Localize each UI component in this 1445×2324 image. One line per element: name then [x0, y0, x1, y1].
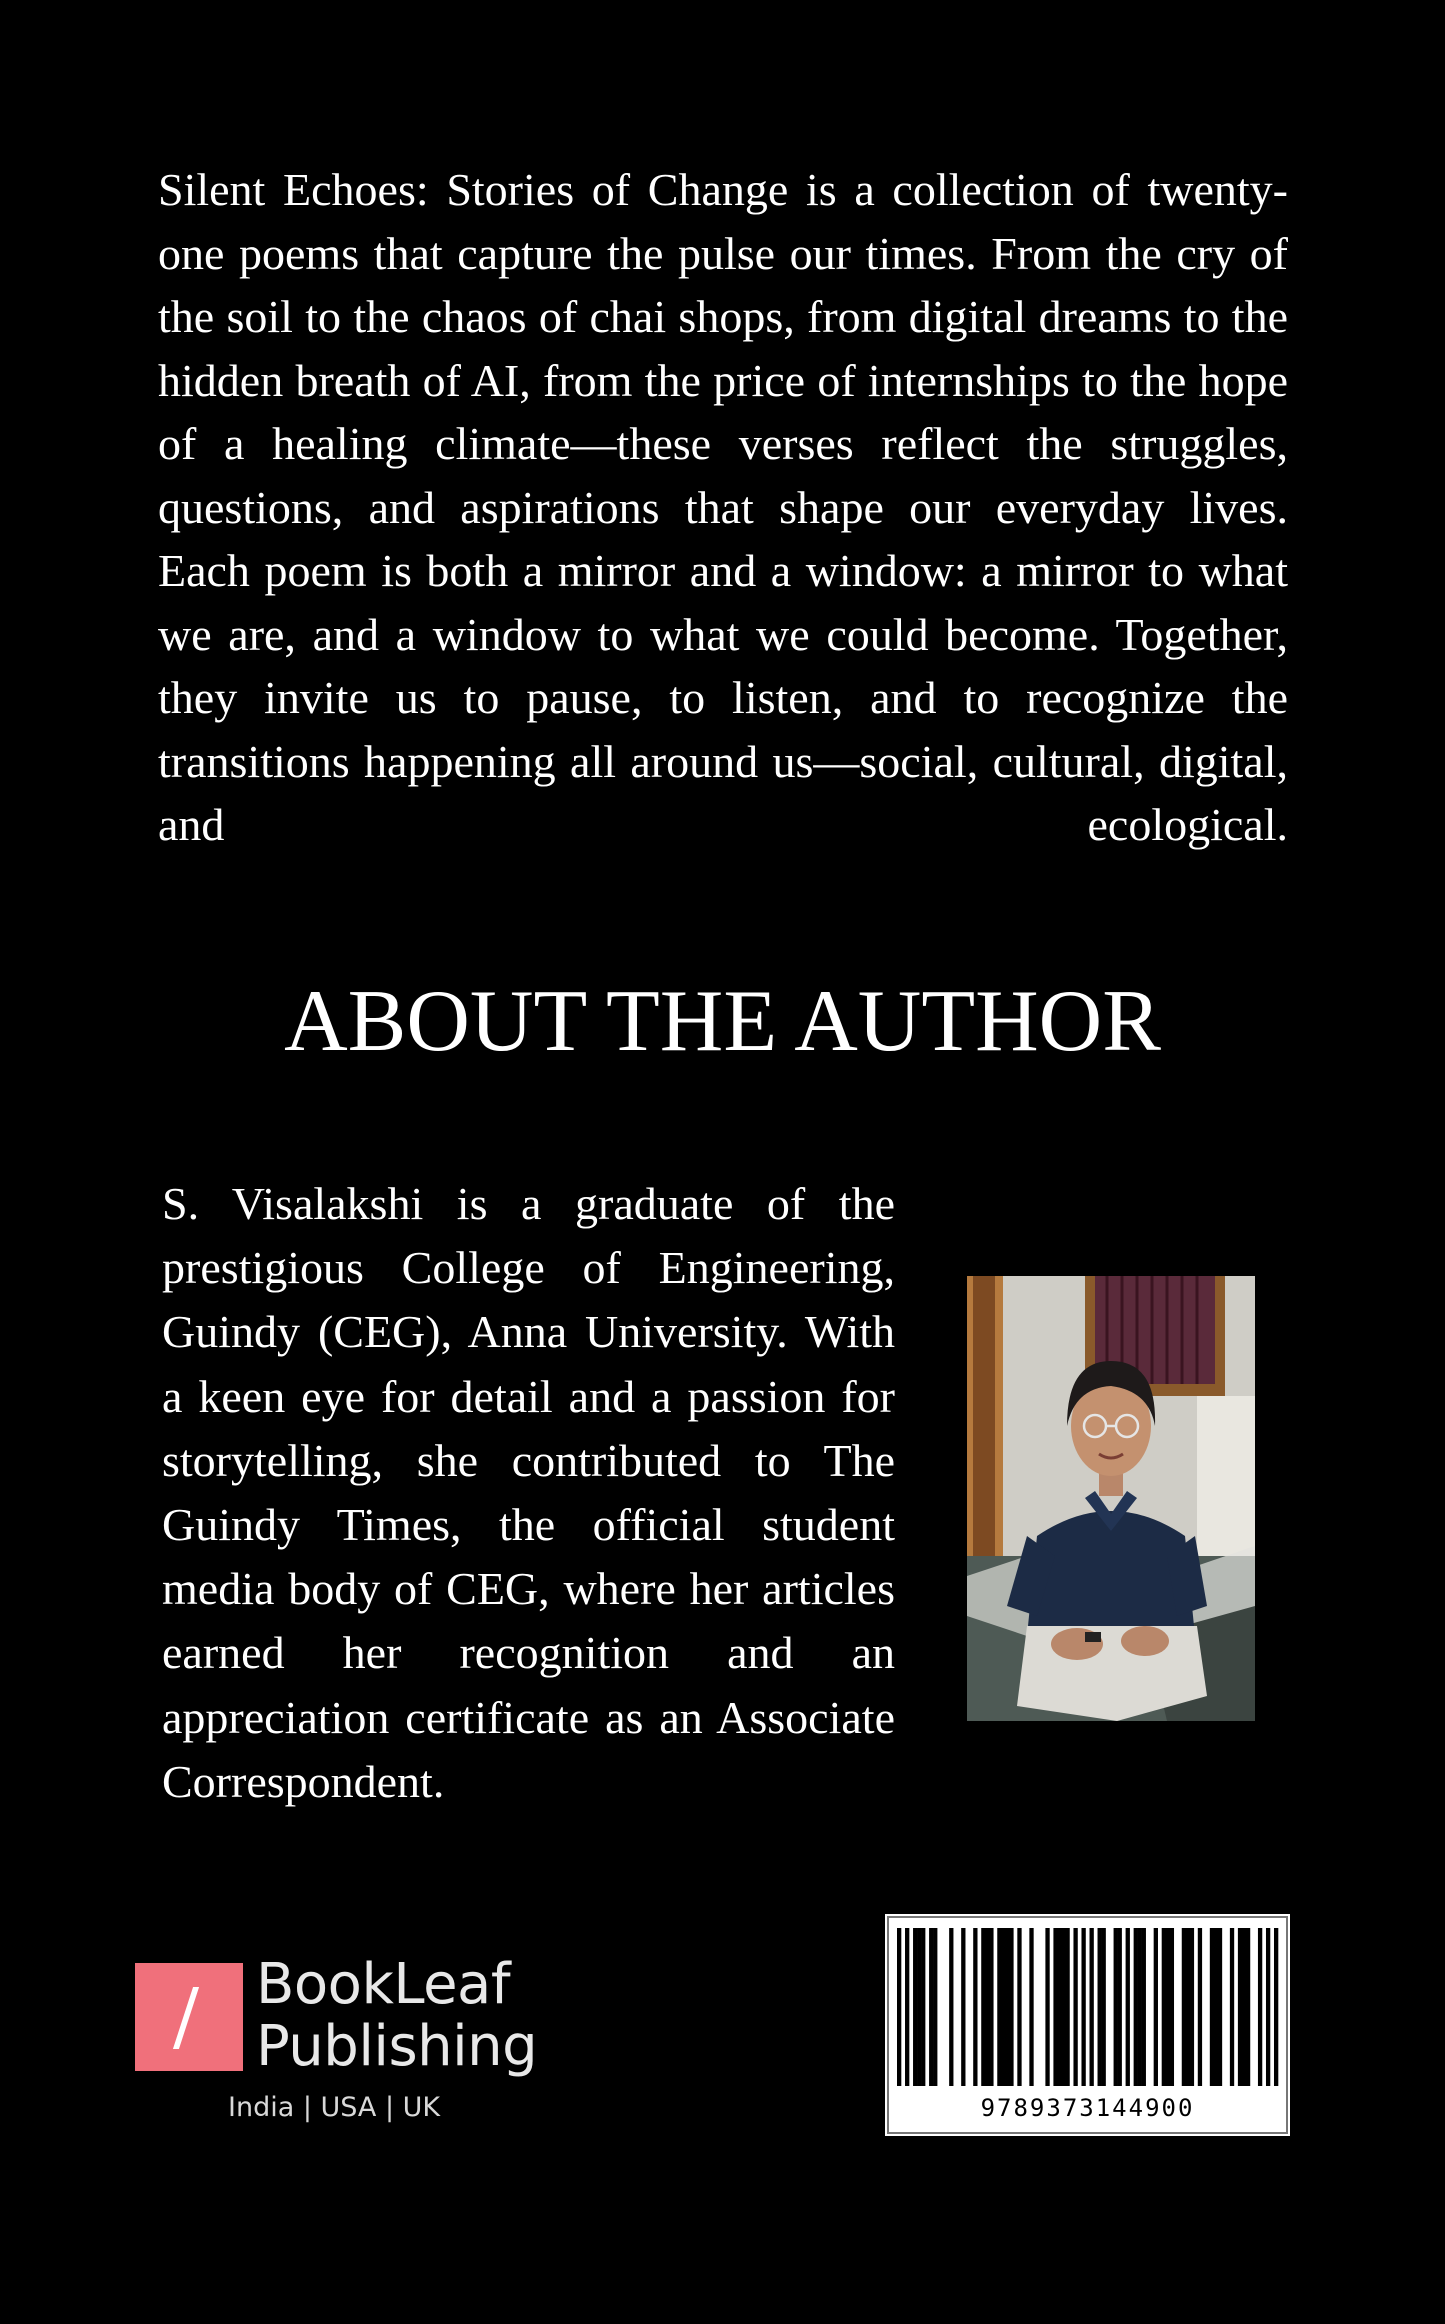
barcode-bar	[1114, 1928, 1118, 2086]
barcode-bar	[933, 1928, 937, 2086]
barcode-bar	[1258, 1928, 1262, 2086]
barcode-bar	[961, 1928, 965, 2086]
barcode-bar	[1242, 1928, 1246, 2086]
barcode-bar	[981, 1928, 985, 2086]
publisher-regions: India | USA | UK	[228, 2092, 441, 2123]
barcode-bar	[1009, 1928, 1013, 2086]
publisher-logo	[135, 1963, 243, 2071]
barcode-bar	[1102, 1928, 1106, 2086]
barcode-bar	[1162, 1928, 1166, 2086]
barcode-bar	[1001, 1928, 1005, 2086]
barcode-bar	[1246, 1928, 1250, 2086]
isbn-number: 9789373144900	[980, 2094, 1195, 2122]
about-author-heading: ABOUT THE AUTHOR	[284, 973, 1161, 1070]
barcode-bar	[1073, 1928, 1077, 2086]
barcode-bar	[1170, 1928, 1174, 2086]
isbn-barcode	[885, 1914, 1290, 2136]
barcode-bar	[1126, 1928, 1130, 2086]
barcode-bar	[1053, 1928, 1057, 2086]
barcode-bar	[905, 1928, 909, 2086]
barcode-bar	[1098, 1928, 1102, 2086]
barcode-bar	[1005, 1928, 1009, 2086]
barcode-bar	[1090, 1928, 1094, 2086]
slash-icon	[173, 1987, 199, 2049]
publisher-name-line2: Publishing	[256, 2014, 538, 2079]
barcode-bar	[1081, 1928, 1085, 2086]
barcode-bar	[1057, 1928, 1061, 2086]
barcode-bar	[921, 1928, 925, 2086]
barcode-bar	[1214, 1928, 1218, 2086]
barcode-bar	[1238, 1928, 1242, 2086]
barcode-bar	[1166, 1928, 1170, 2086]
barcode-bar	[917, 1928, 921, 2086]
barcode-bar	[1210, 1928, 1214, 2086]
barcode-bar	[1198, 1928, 1202, 2086]
barcode-bar	[989, 1928, 993, 2086]
barcode-bar	[1029, 1928, 1033, 2086]
barcode-bar	[1186, 1928, 1190, 2086]
barcode-bar	[1061, 1928, 1065, 2086]
barcode-bar	[913, 1928, 917, 2086]
barcode-bar	[897, 1928, 901, 2086]
barcode-bar	[1218, 1928, 1222, 2086]
barcode-bar	[997, 1928, 1001, 2086]
barcode-bar	[929, 1928, 933, 2086]
barcode-bar	[1266, 1928, 1270, 2086]
barcode-bar	[1182, 1928, 1186, 2086]
barcode-bar	[1142, 1928, 1146, 2086]
book-blurb: Silent Echoes: Stories of Change is a collection of twenty-one poems that capture the pulse our times. From the cry of the soil to the chaos of chai shops, from digital dreams to the hidden breath of AI, from the price of internships to the hope of a healing climate—these verses reflect the struggles, questions, and aspirations that shape our everyday lives. Each poem is both a mirror and a window: a mirror to what we are, and a window to what we could become. Together, they invite us to pause, to listen, and to recognize the transitions happening all around us—social, cultural, digital, and ecological.	[158, 164, 1288, 850]
barcode-bar	[973, 1928, 977, 2086]
barcode-bar	[1274, 1928, 1278, 2086]
barcode-bar	[1045, 1928, 1049, 2086]
barcode-bar	[1134, 1928, 1138, 2086]
barcode-bar	[1230, 1928, 1234, 2086]
barcode-bar	[1065, 1928, 1069, 2086]
barcode-bar	[1138, 1928, 1142, 2086]
barcode-bar	[1154, 1928, 1158, 2086]
author-photo	[967, 1276, 1255, 1721]
barcode-bar	[1190, 1928, 1194, 2086]
barcode-bar	[1017, 1928, 1021, 2086]
barcode-bar	[949, 1928, 953, 2086]
barcode-bar	[1118, 1928, 1122, 2086]
publisher-name	[256, 1954, 537, 2078]
author-bio: S. Visalakshi is a graduate of the prestigious College of Engineering, Guindy (CEG), Anna University. With a keen eye for detail and a passion for storytelling, she contributed to The Guindy Times, the official student media body of CEG, where her articles earned her recognition and an appreciation certificate as an Associate Correspondent.	[162, 1178, 895, 1807]
barcode-bar	[985, 1928, 989, 2086]
publisher-name-line1: BookLeaf	[256, 1952, 511, 2017]
